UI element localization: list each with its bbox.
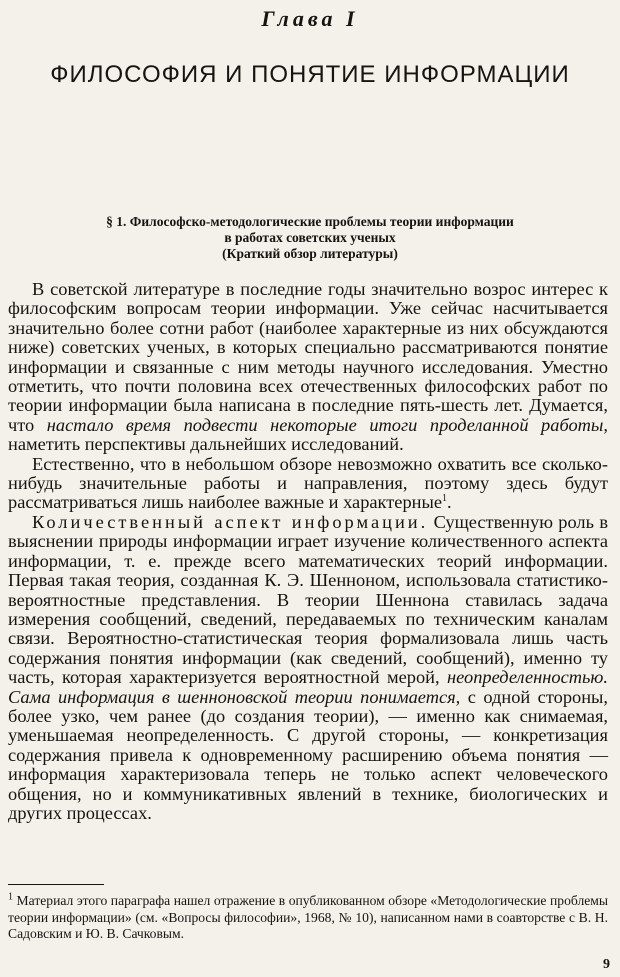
paragraph-3 — [8, 513, 608, 824]
chapter-title: ФИЛОСОФИЯ И ПОНЯТИЕ ИНФОРМАЦИИ — [50, 61, 570, 88]
chapter-heading: Глава I — [261, 6, 359, 31]
page-number: 9 — [603, 957, 610, 972]
paragraph-2 — [8, 455, 608, 513]
footnote-mark: 1 — [8, 891, 13, 903]
paragraph-3-italic: неопределенностью. Сама информация в шенноновской теории понимается, — [8, 667, 608, 707]
paragraph-1-italic: настало время подвести некоторые итоги проделанной работы, — [46, 414, 608, 435]
footnote-text: Материал этого параграфа нашел отражение в опубликованном обзоре «Методологические проблемы теории информации» (см. «Вопросы философии», 1968, № 10), написанном нами в соавторстве с В. Н. Садовским и Ю. В. Сачковым. — [8, 893, 608, 941]
footnote-divider — [8, 884, 104, 885]
paragraph-2-end: . — [447, 492, 452, 513]
paragraph-2-text: Естественно, что в небольшом обзоре невозможно охватить все сколько-нибудь значительные работы и направления, поэтому здесь будут рассматриваться лишь наиболее важные и характерные — [8, 453, 608, 513]
footnote — [8, 893, 608, 943]
body-text — [8, 280, 608, 823]
paragraph-1 — [8, 280, 608, 455]
section-heading-line2: в работах советских ученых — [224, 230, 396, 245]
section-heading — [40, 214, 580, 262]
footnote-reference: 1 — [442, 493, 448, 505]
paragraph-1-part1: В советской литературе в последние годы значительно возрос интерес к философским вопросам теории информации. Уже сейчас насчитывается значительно более сотни работ (наиболее характерные из них обсуждаются ниже) советских ученых, в которых специально рассматриваются понятие информации и связанные с ним методы научного исследования. Уместно отметить, что почти половина всех отечественных философских работ по теории информации была написана в последние пять-шесть лет. Думается, что — [8, 279, 608, 435]
section-heading-line3: (Краткий обзор литературы) — [222, 246, 398, 261]
section-heading-line1: § 1. Философско-методологические проблемы теории информации — [106, 214, 514, 229]
paragraph-3-part1: Существенную роль в выяснении природы информации играет изучение количественного аспекта информации, т. е. прежде всего математических теорий информации. Первая такая теория, созданная К. Э. Шенноном, использовала статистико-вероятностные представления. В теории Шеннона ставилась задача измерения сообщений, сведений, передаваемых по техническим каналам связи. Вероятностно-статистическая теория формализовала лишь часть содержания понятия информации (как сведений, сообщений), именно ту часть, которая характеризуется вероятностной мерой, — [8, 511, 609, 688]
paragraph-3-spaced-heading: Количественный аспект информации. — [32, 511, 429, 532]
paragraph-1-part2: наметить перспективы дальнейших исследований. — [8, 434, 404, 455]
paragraph-3-part2: с одной стороны, более узко, чем ранее (до создания теории), — именно как снимаемая, уменьшаемая неопределенность. С другой стороны, — конкретизация содержания привела к одновременному расширению объема понятия — информация характеризовала теперь не только аспект человеческого общения, но и коммуникативных явлений в технике, биологических и других процессах. — [8, 686, 609, 823]
